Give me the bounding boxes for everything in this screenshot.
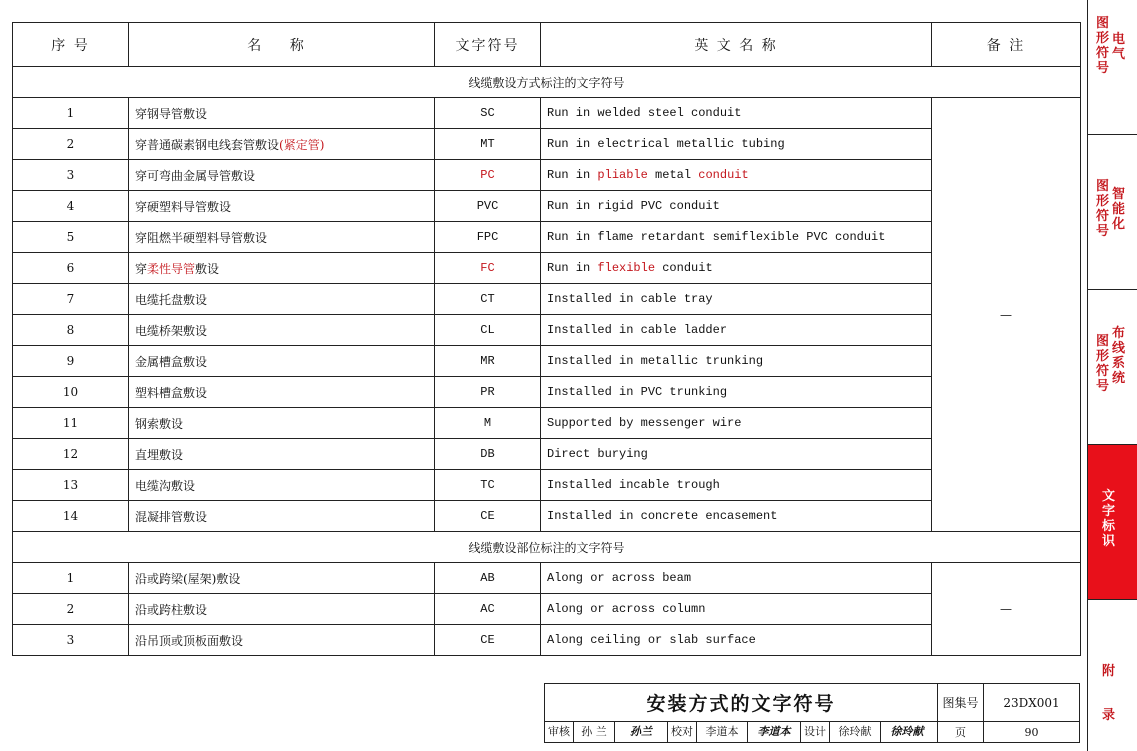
row-name-text: 穿 [135,261,148,276]
header-name: 名 称 [129,23,435,67]
table-row [13,253,1081,284]
header-num: 序 号 [13,23,129,67]
table-row [13,191,1081,222]
table-row [13,222,1081,253]
row-name: 沿吊顶或顶板面敷设 [129,625,435,656]
row-name: 电缆桥架敷设 [129,315,435,346]
section2-note: — [932,563,1081,656]
row-english: Run in rigid PVC conduit [541,191,932,222]
table-row [13,129,1081,160]
table-row [13,594,1081,625]
row-english: Along or across column [541,594,932,625]
row-name-text: 敷设 [195,261,220,276]
row-name: 钢索敷设 [129,408,435,439]
row-num: 5 [13,222,129,253]
row-english [541,253,932,284]
table-row [13,98,1081,129]
row-english-highlight: conduit [698,168,749,182]
row-num: 11 [13,408,129,439]
table-row [13,377,1081,408]
row-code: CE [435,501,541,532]
row-name-text: 穿普通碳素钢电线套管敷设 [135,137,280,152]
tab-electrical-symbols[interactable] [1088,0,1137,135]
row-code: AC [435,594,541,625]
row-name: 穿钢导管敷设 [129,98,435,129]
tab-intelligent-symbols[interactable] [1088,135,1137,290]
row-num: 7 [13,284,129,315]
row-code: SC [435,98,541,129]
row-name-highlight: (紧定管) [279,137,325,152]
row-name: 沿或跨梁(屋架)敷设 [129,563,435,594]
row-name: 穿阻燃半硬塑料导管敷设 [129,222,435,253]
row-num: 13 [13,470,129,501]
table-row [13,315,1081,346]
row-english: Installed in cable tray [541,284,932,315]
row-num: 1 [13,563,129,594]
row-english: Installed incable trough [541,470,932,501]
row-english-highlight: pliable [597,168,648,182]
tab-label: 图形符号 [1096,16,1110,76]
row-name: 金属槽盒敷设 [129,346,435,377]
table-row [13,408,1081,439]
row-num: 2 [13,129,129,160]
check-signature: 李道本 [748,722,801,742]
row-english-part: conduit [655,261,713,275]
header-english: 英 文 名 称 [541,23,932,67]
row-code: PR [435,377,541,408]
row-name: 穿可弯曲金属导管敷设 [129,160,435,191]
row-english: Installed in PVC trunking [541,377,932,408]
row-english [541,160,932,191]
page-number: 90 [1024,725,1039,739]
tab-label: 附录 [1102,664,1116,723]
row-english: Along or across beam [541,563,932,594]
drawing-title: 安装方式的文字符号 [545,684,938,722]
side-tabs [1087,0,1137,751]
row-code: FPC [435,222,541,253]
table-row [13,346,1081,377]
table-row [13,160,1081,191]
row-english: Along ceiling or slab surface [541,625,932,656]
section2-title: 线缆敷设部位标注的文字符号 [13,532,1081,563]
row-num: 10 [13,377,129,408]
row-num: 8 [13,315,129,346]
row-num: 1 [13,98,129,129]
row-num: 4 [13,191,129,222]
row-english: Installed in metallic trunking [541,346,932,377]
table-row [13,439,1081,470]
table-row [13,284,1081,315]
tab-text-marks[interactable] [1088,445,1137,600]
row-code: CT [435,284,541,315]
review-name: 孙 兰 [574,722,615,742]
tab-cabling-symbols[interactable] [1088,290,1137,445]
row-english-highlight: flexible [597,261,656,275]
row-name: 沿或跨柱敷设 [129,594,435,625]
row-english: Run in electrical metallic tubing [541,129,932,160]
row-num: 12 [13,439,129,470]
row-english: Run in flame retardant semiflexible PVC conduit [541,222,932,253]
section1-title: 线缆敷设方式标注的文字符号 [13,67,1081,98]
row-code: PC [435,160,541,191]
row-english-part: Run in [547,168,598,182]
signature-row [545,722,938,742]
table-row [13,563,1081,594]
row-english: Installed in concrete encasement [541,501,932,532]
design-signature: 徐玲献 [890,725,924,738]
row-code: CE [435,625,541,656]
row-code: M [435,408,541,439]
row-name [129,129,435,160]
row-code: TC [435,470,541,501]
row-english-part: Run in [547,261,598,275]
atlas-label: 图集号 [938,684,984,722]
header-code: 文字符号 [435,23,541,67]
tab-label: 图形符号 [1096,179,1110,239]
row-code: CL [435,315,541,346]
table-row [13,470,1081,501]
tab-appendix[interactable] [1088,600,1137,751]
row-code: AB [435,563,541,594]
row-num: 2 [13,594,129,625]
row-name-highlight: 柔性导管 [147,261,196,276]
row-num: 3 [13,625,129,656]
row-num: 6 [13,253,129,284]
row-code: FC [435,253,541,284]
row-code: MR [435,346,541,377]
tab-label: 文字标识 [1102,489,1116,549]
row-english: Supported by messenger wire [541,408,932,439]
check-label: 校对 [668,722,697,742]
table-row [13,501,1081,532]
review-signature: 孙兰 [615,722,668,742]
title-block [544,683,1080,743]
row-english-part: metal [647,168,699,182]
row-name: 直埋敷设 [129,439,435,470]
row-name: 混凝排管敷设 [129,501,435,532]
review-label: 审核 [545,722,574,742]
symbol-table [12,22,1081,656]
tab-label-sub: 布线系统 [1112,326,1126,386]
tab-label-sub: 智能化 [1112,187,1126,232]
section1-note: — [932,98,1081,532]
section-title-row [13,532,1081,563]
row-name: 电缆沟敷设 [129,470,435,501]
row-num: 9 [13,346,129,377]
section-title-row [13,67,1081,98]
row-code: PVC [435,191,541,222]
row-name: 穿硬塑料导管敷设 [129,191,435,222]
design-name: 徐玲献 [830,722,881,742]
tab-label: 图形符号 [1096,334,1110,394]
header-note: 备 注 [932,23,1081,67]
row-num: 3 [13,160,129,191]
header-row [13,23,1081,67]
row-code: DB [435,439,541,470]
check-name: 李道本 [697,722,748,742]
row-english: Installed in cable ladder [541,315,932,346]
row-num: 14 [13,501,129,532]
table-row [13,625,1081,656]
row-english: Direct burying [541,439,932,470]
row-name [129,253,435,284]
row-code: MT [435,129,541,160]
tab-label-sub: 电气 [1112,32,1126,62]
row-name: 电缆托盘敷设 [129,284,435,315]
page-label: 页 [938,722,984,742]
atlas-number: 23DX001 [984,684,1079,722]
row-name: 塑料槽盒敷设 [129,377,435,408]
row-english: Run in welded steel conduit [541,98,932,129]
design-label: 设计 [801,722,830,742]
